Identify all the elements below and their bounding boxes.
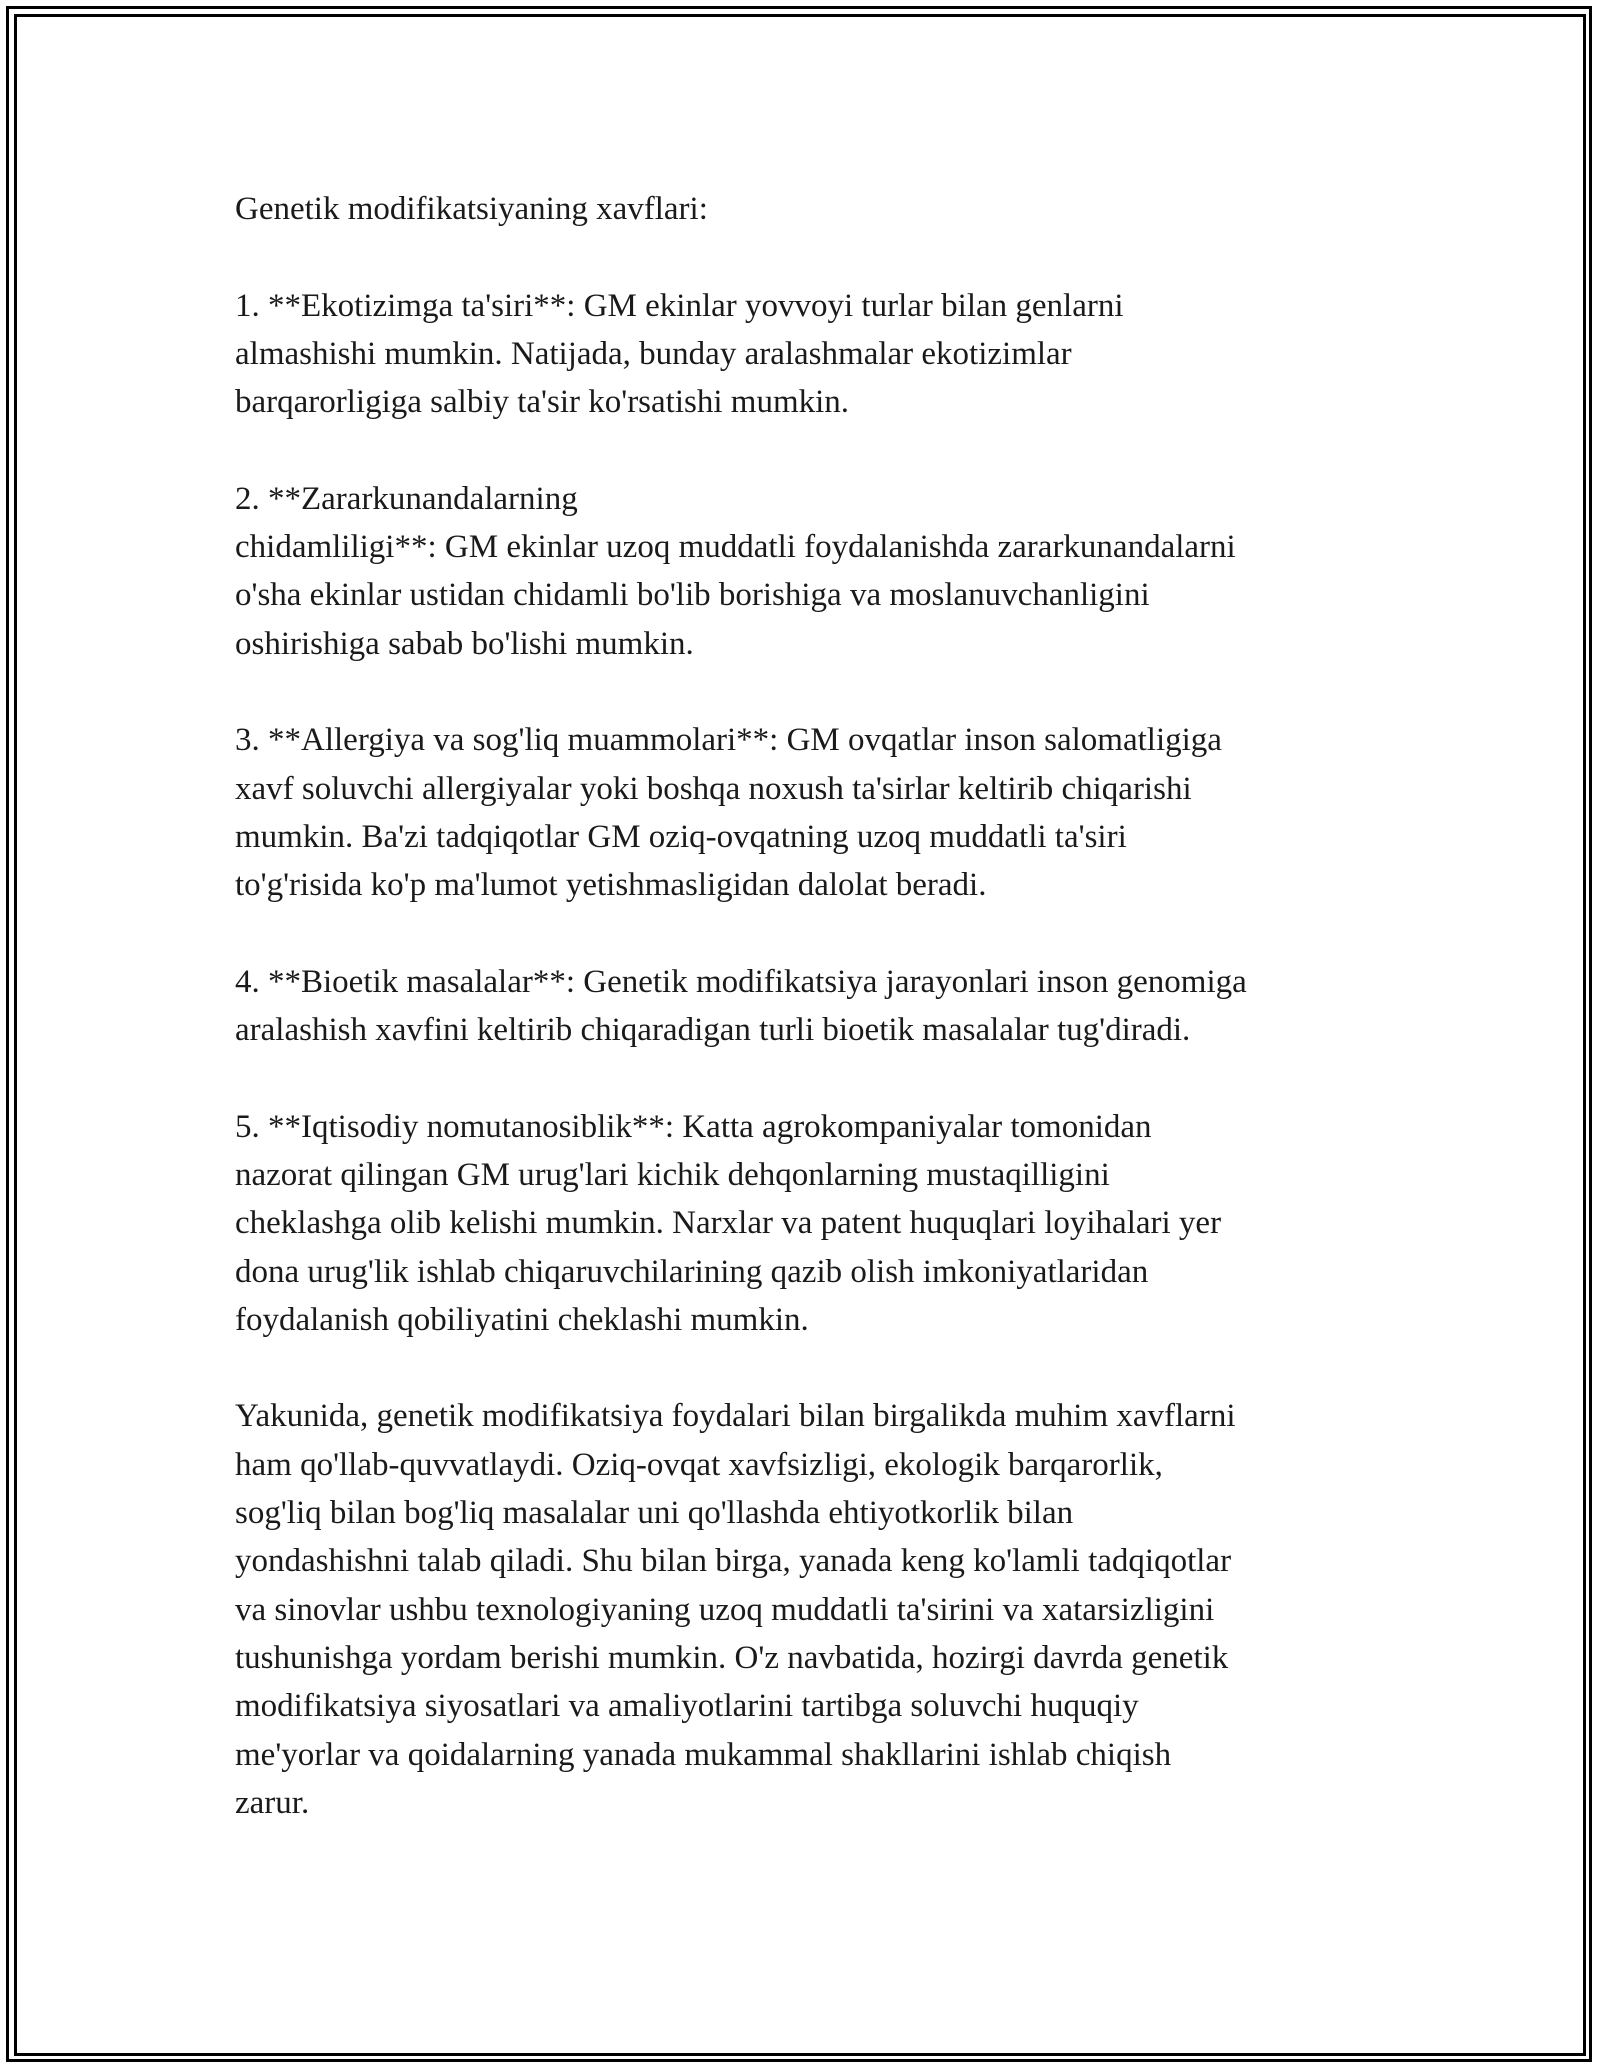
text-line: cheklashga olib kelishi mumkin. Narxlar va patent huquqlari loyihalari yer: [235, 1205, 1222, 1242]
text-line: va sinovlar ushbu texnologiyaning uzoq muddatli ta'sirini va xatarsizligini: [235, 1591, 1215, 1628]
text-line: zarur.: [235, 1784, 310, 1821]
text-line: mumkin. Ba'zi tadqiqotlar GM oziq-ovqatning uzoq muddatli ta'siri: [235, 818, 1127, 855]
list-item-allergy-health: [235, 716, 1375, 909]
list-item-bioethics: [235, 958, 1375, 1055]
list-item-pest-resistance: [235, 475, 1375, 668]
text-line: aralashish xavfini keltirib chiqaradigan turli bioetik masalalar tug'diradi.: [235, 1012, 1191, 1049]
text-line: modifikatsiya siyosatlari va amaliyotlarini tartibga soluvchi huquqiy: [235, 1688, 1139, 1725]
text-line: o'sha ekinlar ustidan chidamli bo'lib borishiga va moslanuvchanligini: [235, 577, 1150, 614]
text-line: 4. **Bioetik masalalar**: Genetik modifikatsiya jarayonlari inson genomiga: [235, 963, 1247, 1000]
list-item-ecosystem: [235, 282, 1375, 427]
text-line: nazorat qilingan GM urug'lari kichik dehqonlarning mustaqilligini: [235, 1156, 1110, 1193]
text-line: 5. **Iqtisodiy nomutanosiblik**: Katta agrokompaniyalar tomonidan: [235, 1108, 1152, 1145]
text-line: Yakunida, genetik modifikatsiya foydalari bilan birgalikda muhim xavflarni: [235, 1398, 1236, 1435]
text-line: ham qo'llab-quvvatlaydi. Oziq-ovqat xavfsizligi, ekologik barqarorlik,: [235, 1446, 1163, 1483]
conclusion-paragraph: [235, 1392, 1375, 1827]
heading-text: Genetik modifikatsiyaning xavflari:: [235, 191, 708, 227]
text-line: yondashishni talab qiladi. Shu bilan birga, yanada keng ko'lamli tadqiqotlar: [235, 1543, 1232, 1580]
text-line: sog'liq bilan bog'liq masalalar uni qo'llashda ehtiyotkorlik bilan: [235, 1495, 1074, 1532]
text-line: dona urug'lik ishlab chiqaruvchilarining qazib olish imkoniyatlaridan: [235, 1253, 1149, 1290]
document-body: [235, 185, 1375, 1827]
text-line: 3. **Allergiya va sog'liq muammolari**: GM ovqatlar inson salomatligiga: [235, 722, 1222, 759]
text-line: 1. **Ekotizimga ta'siri**: GM ekinlar yovvoyi turlar bilan genlarni: [235, 287, 1124, 324]
text-line: chidamliligi**: GM ekinlar uzoq muddatli foydalanishda zararkunandalarni: [235, 529, 1236, 566]
document-heading: [235, 185, 1375, 233]
text-line: tushunishga yordam berishi mumkin. O'z navbatida, hozirgi davrda genetik: [235, 1639, 1229, 1676]
list-item-economic-imbalance: [235, 1103, 1375, 1344]
text-line: to'g'risida ko'p ma'lumot yetishmasligidan dalolat beradi.: [235, 867, 987, 904]
text-line: 2. **Zararkunandalarning: [235, 480, 578, 517]
text-line: almashishi mumkin. Natijada, bunday aralashmalar ekotizimlar: [235, 335, 1072, 372]
text-line: oshirishiga sabab bo'lishi mumkin.: [235, 625, 694, 662]
text-line: foydalanish qobiliyatini cheklashi mumkin.: [235, 1301, 809, 1338]
text-line: me'yorlar va qoidalarning yanada mukammal shakllarini ishlab chiqish: [235, 1736, 1172, 1773]
text-line: barqarorligiga salbiy ta'sir ko'rsatishi mumkin.: [235, 384, 850, 421]
text-line: xavf soluvchi allergiyalar yoki boshqa noxush ta'sirlar keltirib chiqarishi: [235, 770, 1192, 807]
